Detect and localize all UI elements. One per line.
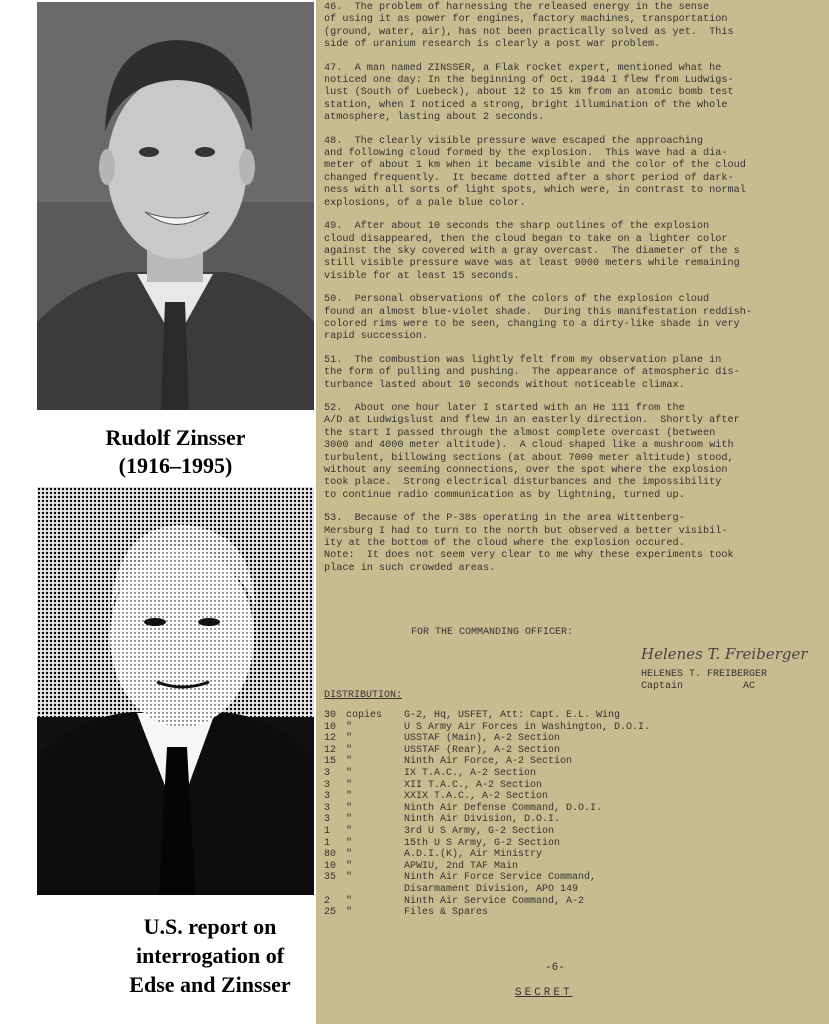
paragraph-47 [324, 63, 818, 125]
handwritten-signature: Helenes T. Freiberger [641, 645, 808, 663]
text-line: changed frequently. It became dotted after a short period of dark- [324, 172, 734, 184]
text-line: 3000 and 4000 meter altitude). A cloud shaped like a mushroom with [324, 440, 734, 452]
distribution-row [324, 780, 650, 792]
text-line: to continue radio communication as by lightning, turned up. [324, 489, 685, 501]
dist-recipient: USSTAF (Rear), A-2 Section [404, 744, 561, 756]
text-line: 53. Because of the P-38s operating in the area Wittenberg- [324, 513, 685, 525]
dist-qty: 80 [324, 849, 337, 861]
caption-name: Rudolf Zinsser [105, 425, 246, 450]
halftone-portrait-illustration [37, 487, 314, 895]
caption-years: (1916–1995) [118, 453, 233, 478]
paragraph-52 [324, 403, 818, 502]
text-line: station, when I noticed a strong, bright illumination of the whole [324, 99, 728, 111]
dist-qty: 25 [324, 907, 337, 919]
dist-copies: " [346, 849, 353, 861]
text-line: 50. Personal observations of the colors of the explosion cloud [324, 294, 710, 306]
text-line: found an almost blue-violet shade. During this manifestation reddish- [324, 306, 752, 318]
text-line: ness with all sorts of light spots, which were, in contrast to normal [324, 185, 746, 197]
text-line: of using it as power for engines, factory machines, transportation [324, 14, 728, 26]
text-line: Mersburg I had to turn to the north but observed a better visibil- [324, 525, 728, 537]
text-line: turbulent, billowing sections (at about 7000 meter altitude) stood, [324, 452, 734, 464]
text-line: without any seeming connections, over the spot where the explosion [324, 465, 728, 476]
distribution-row [324, 814, 650, 826]
dist-copies: " [346, 756, 353, 768]
dist-qty: 3 [324, 779, 331, 791]
distribution-row [324, 745, 650, 757]
page-number: -6- [545, 962, 565, 974]
text-line: 51. The combustion was lightly felt from my observation plane in [324, 354, 722, 366]
dist-recipient: Ninth Air Service Command, A-2 [404, 895, 585, 907]
paragraph-49 [324, 221, 818, 283]
dist-copies: " [346, 837, 353, 849]
distribution-row [324, 733, 650, 745]
text-line: lust (South of Luebeck), about 12 to 15 km from an atomic bomb test [324, 87, 734, 99]
text-line: turbance lasted about 10 seconds without noticeable climax. [324, 379, 685, 391]
dist-recipient: XXIX T.A.C., A-2 Section [404, 791, 549, 803]
caption-line-2: interrogation of [135, 943, 285, 968]
distribution-row [324, 849, 650, 861]
text-line: took place. Strong electrical disturbances and the impossibility [324, 477, 722, 489]
caption-rudolf-zinsser [37, 424, 314, 480]
dist-copies: " [346, 860, 353, 872]
text-line: ity at the bottom of the cloud where the explosion occured. [324, 538, 685, 550]
distribution-heading: DISTRIBUTION: [324, 690, 403, 701]
portrait-illustration [37, 2, 314, 410]
distribution-row [324, 826, 650, 838]
paragraph-50 [324, 294, 818, 344]
dist-recipient: Disarmament Division, APO 149 [404, 883, 579, 895]
report-body [324, 2, 818, 586]
signer-rank: Captain AC [641, 681, 756, 692]
dist-recipient: Ninth Air Force, A-2 Section [404, 756, 573, 768]
dist-copies: " [346, 779, 353, 791]
distribution-row [324, 710, 650, 722]
dist-copies: " [346, 814, 353, 826]
paragraph-48 [324, 136, 818, 210]
text-line: the form of pulling and pushing. The appearance of atmospheric dis- [324, 367, 740, 379]
text-line: against the sky covered with a gray overcast. The diameter of the s [324, 245, 740, 257]
distribution-row [324, 791, 650, 803]
text-line: cloud disappeared, then the cloud began to take on a lighter color [324, 233, 728, 245]
dist-qty: 3 [324, 767, 331, 779]
classification-marking: SECRET [515, 987, 573, 999]
dist-qty: 15 [324, 756, 337, 768]
text-line: rapid succession. [324, 331, 428, 343]
distribution-row [324, 907, 650, 919]
dist-copies: " [346, 721, 353, 733]
caption-line-1: U.S. report on [143, 914, 277, 939]
dist-copies: " [346, 825, 353, 837]
dist-recipient: A.D.I.(K), Air Ministry [404, 849, 543, 861]
dist-copies: " [346, 733, 353, 745]
dist-qty: 12 [324, 744, 337, 756]
text-line: colored rims were to be seen, changing to a dirty-like shade in very [324, 318, 740, 330]
dist-qty: 10 [324, 721, 337, 733]
distribution-row [324, 722, 650, 734]
distribution-row [324, 803, 650, 815]
dist-recipient: 3rd U S Army, G-2 Section [404, 825, 555, 837]
dist-recipient: Ninth Air Force Service Command, [404, 872, 597, 884]
text-line: 48. The clearly visible pressure wave escaped the approaching [324, 135, 704, 147]
text-line: place in such crowded areas. [324, 562, 496, 574]
dist-copies: " [346, 744, 353, 756]
dist-copies: copies [346, 710, 383, 721]
text-line: Note: It does not seem very clear to me why these experiments took [324, 550, 734, 562]
dist-qty: 1 [324, 825, 331, 837]
dist-copies: " [346, 791, 353, 803]
paragraph-51 [324, 355, 818, 392]
distribution-row [324, 884, 650, 896]
portrait-photo-halftone [37, 487, 314, 895]
typed-report-page [316, 0, 829, 1024]
text-line: 46. The problem of harnessing the released energy in the sense [324, 2, 710, 13]
dist-copies: " [346, 802, 353, 814]
dist-qty: 2 [324, 895, 331, 907]
dist-recipient: Files & Spares [404, 907, 489, 919]
paragraph-46 [324, 2, 818, 52]
text-line: meter of about 1 km when it became visible and the color of the cloud [324, 160, 746, 172]
dist-qty: 10 [324, 860, 337, 872]
caption-line-3: Edse and Zinsser [129, 972, 291, 997]
dist-qty: 3 [324, 814, 331, 826]
distribution-row [324, 861, 650, 873]
for-commanding-officer: FOR THE COMMANDING OFFICER: [411, 627, 574, 638]
text-line: visible for at least 15 seconds. [324, 270, 520, 282]
text-line: side of uranium research is clearly a post war problem. [324, 39, 661, 51]
dist-recipient: Ninth Air Division, D.O.I. [404, 814, 561, 826]
dist-qty: 30 [324, 710, 337, 721]
dist-recipient: U S Army Air Forces in Washington, D.O.I. [404, 721, 651, 733]
dist-qty: 3 [324, 802, 331, 814]
dist-copies: " [346, 872, 353, 884]
distribution-row [324, 872, 650, 884]
text-line: atmosphere, lasting about 2 seconds. [324, 112, 545, 124]
dist-recipient: Ninth Air Defense Command, D.O.I. [404, 802, 603, 814]
distribution-list [324, 710, 650, 919]
text-line: and following cloud formed by the explosion. This wave had a dia- [324, 148, 728, 160]
dist-recipient: USSTAF (Main), A-2 Section [404, 733, 561, 745]
caption-us-report [100, 912, 320, 999]
text-line: explosions, of a pale blue color. [324, 197, 526, 209]
text-line: (ground, water, air), has not been practically solved as yet. This [324, 26, 734, 38]
dist-qty: 35 [324, 872, 337, 884]
text-line: still visible pressure wave was at least 9000 meters while remaining [324, 258, 740, 270]
text-line: 49. After about 10 seconds the sharp outlines of the explosion [324, 221, 710, 233]
distribution-row [324, 768, 650, 780]
portrait-photo-rudolf-zinsser [37, 2, 314, 410]
dist-copies: " [346, 907, 353, 919]
dist-qty: 3 [324, 791, 331, 803]
dist-qty: 12 [324, 733, 337, 745]
paragraph-53 [324, 513, 818, 575]
distribution-row [324, 838, 650, 850]
text-line: noticed one day: In the beginning of Oct. 1944 I flew from Ludwigs- [324, 75, 734, 87]
signer-name: HELENES T. FREIBERGER [641, 669, 768, 680]
dist-recipient: G-2, Hq, USFET, Att: Capt. E.L. Wing [404, 710, 621, 721]
dist-qty: 1 [324, 837, 331, 849]
dist-recipient: APWIU, 2nd TAF Main [404, 860, 519, 872]
dist-copies: " [346, 895, 353, 907]
text-line: 47. A man named ZINSSER, a Flak rocket expert, mentioned what he [324, 62, 722, 74]
dist-recipient: 15th U S Army, G-2 Section [404, 837, 561, 849]
text-line: 52. About one hour later I started with an He 111 from the [324, 402, 685, 414]
dist-recipient: IX T.A.C., A-2 Section [404, 767, 537, 779]
text-line: the start I passed through the almost complete overcast (between [324, 427, 716, 439]
distribution-row [324, 896, 650, 908]
distribution-row [324, 756, 650, 768]
dist-recipient: XII T.A.C., A-2 Section [404, 779, 543, 791]
dist-copies: " [346, 767, 353, 779]
text-line: A/D at Ludwigslust and flew in an easterly direction. Shortly after [324, 415, 740, 427]
